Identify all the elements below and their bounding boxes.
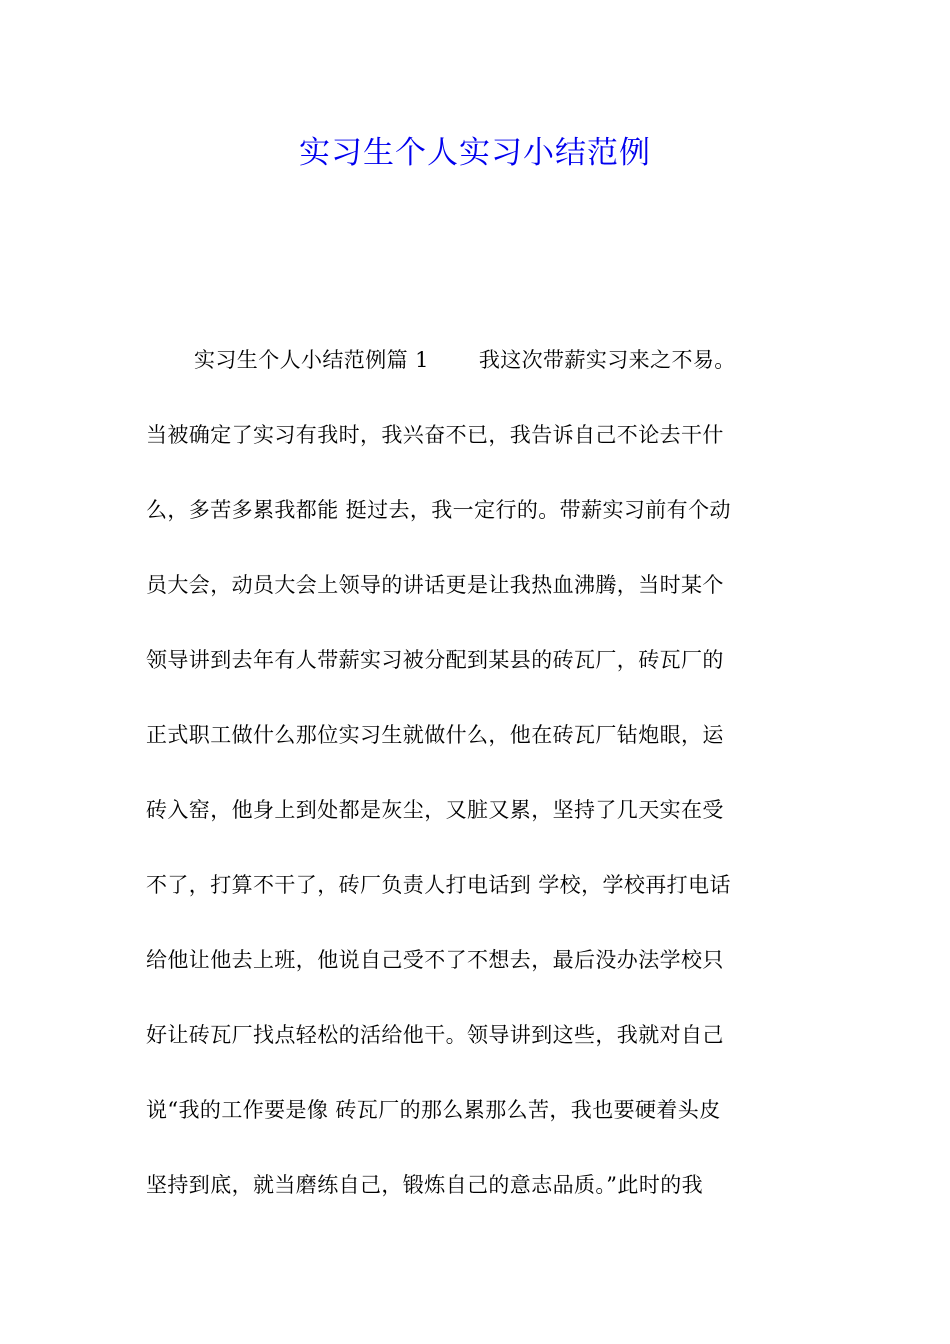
paragraph-text: 我这次带薪实习来之不易。 [478, 348, 736, 372]
paragraph-line: 正式职工做什么那位实习生就做什么，他在砖瓦厂钻炮眼，运 [146, 723, 724, 747]
paragraph-line: 当被确定了实习有我时，我兴奋不已，我告诉自己不论去干什 [146, 423, 724, 447]
paragraph-line: 好让砖瓦厂找点轻松的活给他干。领导讲到这些，我就对自己 [146, 1023, 724, 1047]
paragraph-line [146, 338, 816, 413]
paragraph-line: 说“我的工作要是像 砖瓦厂的那么累那么苦，我也要硬着头皮 [146, 1098, 721, 1122]
paragraph-line: 员大会，动员大会上领导的讲话更是让我热血沸腾，当时某个 [146, 573, 724, 597]
paragraph-line: 领导讲到去年有人带薪实习被分配到某县的砖瓦厂，砖瓦厂的 [146, 648, 724, 672]
document-title: 实习生个人实习小结范例 [299, 135, 651, 171]
document-body [146, 338, 816, 1238]
paragraph-line: 不了，打算不干了，砖厂负责人打电话到 学校，学校再打电话 [146, 873, 731, 897]
paragraph-line: 么，多苦多累我都能 挺过去，我一定行的。带薪实习前有个动 [146, 498, 731, 522]
paragraph-line: 砖入窑，他身上到处都是灰尘，又脏又累，坚持了几天实在受 [146, 798, 724, 822]
paragraph-line: 坚持到底，就当磨练自己，锻炼自己的意志品质。”此时的我 [146, 1173, 704, 1197]
paragraph-line: 给他让他去上班，他说自己受不了不想去，最后没办法学校只 [146, 948, 724, 972]
section-heading: 实习生个人小结范例篇 1 [194, 348, 429, 372]
